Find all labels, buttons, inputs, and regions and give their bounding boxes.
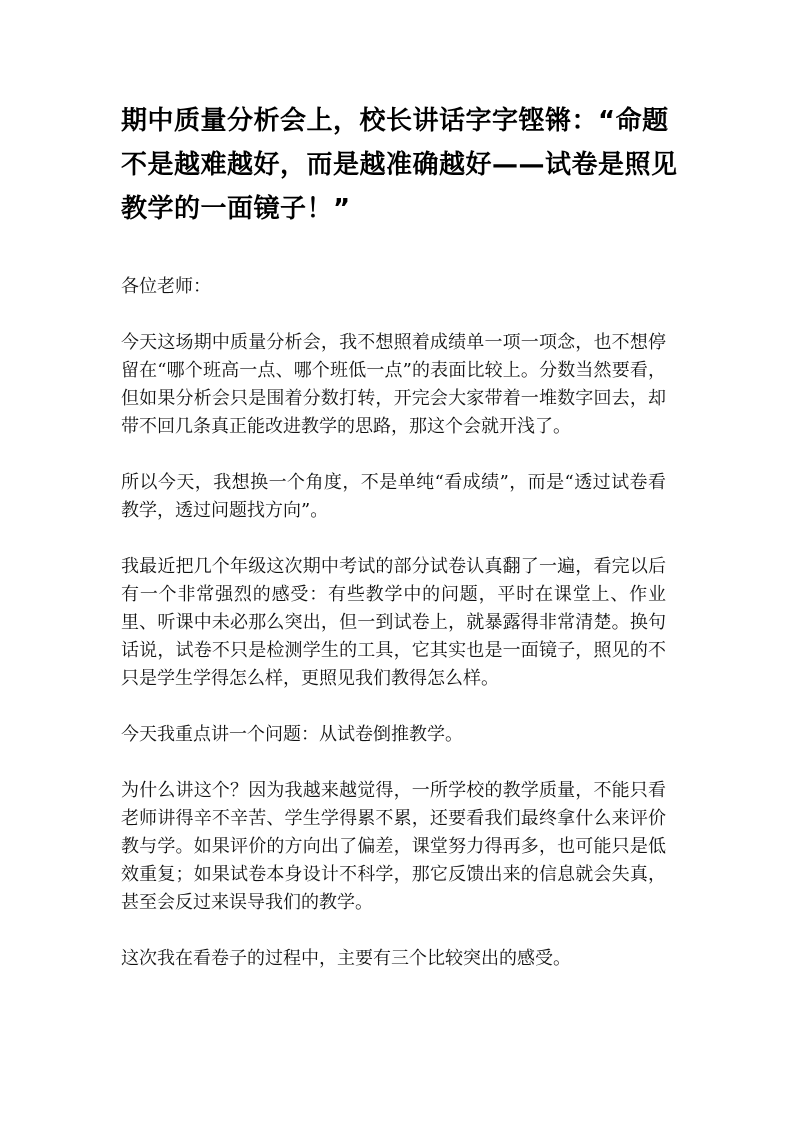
paragraph-new-angle: 所以今天，我想换一个角度，不是单纯“看成绩”，而是“透过试卷看教学，透过问题找方向”。	[121, 472, 666, 521]
paragraph-key-topic: 今天我重点讲一个问题：从试卷倒推教学。	[121, 724, 463, 745]
paragraph-intro: 今天这场期中质量分析会，我不想照着成绩单一项一项念，也不想停留在“哪个班高一点、哪个班低一点”的表面比较上。分数当然要看，但如果分析会只是围着分数打转，开完会大家带着一堆数字回去，却带不回几条真正能改进教学的思路，那这个会就开浅了。	[121, 332, 666, 437]
paragraph-reason: 为什么讲这个？因为我越来越觉得，一所学校的教学质量，不能只看老师讲得辛不辛苦、学生学得累不累，还要看我们最终拿什么来评价教与学。如果评价的方向出了偏差，课堂努力得再多，也可能只是低效重复；如果试卷本身设计不科学，那它反馈出来的信息就会失真，甚至会反过来误导我们的教学。	[121, 780, 666, 913]
paragraph-exam-review: 我最近把几个年级这次期中考试的部分试卷认真翻了一遍，看完以后有一个非常强烈的感受：有些教学中的问题，平时在课堂上、作业里、听课中未必那么突出，但一到试卷上，就暴露得非常清楚。换句话说，试卷不只是检测学生的工具，它其实也是一面镜子，照见的不只是学生学得怎么样，更照见我们教得怎么样。	[121, 556, 666, 689]
paragraph-three-feelings: 这次我在看卷子的过程中，主要有三个比较突出的感受。	[121, 948, 571, 969]
document-title: 期中质量分析会上，校长讲话字字铿锵：“命题不是越难越好，而是越准确越好——试卷是照见教学的一面镜子！”	[121, 106, 678, 224]
greeting: 各位老师：	[121, 276, 211, 297]
